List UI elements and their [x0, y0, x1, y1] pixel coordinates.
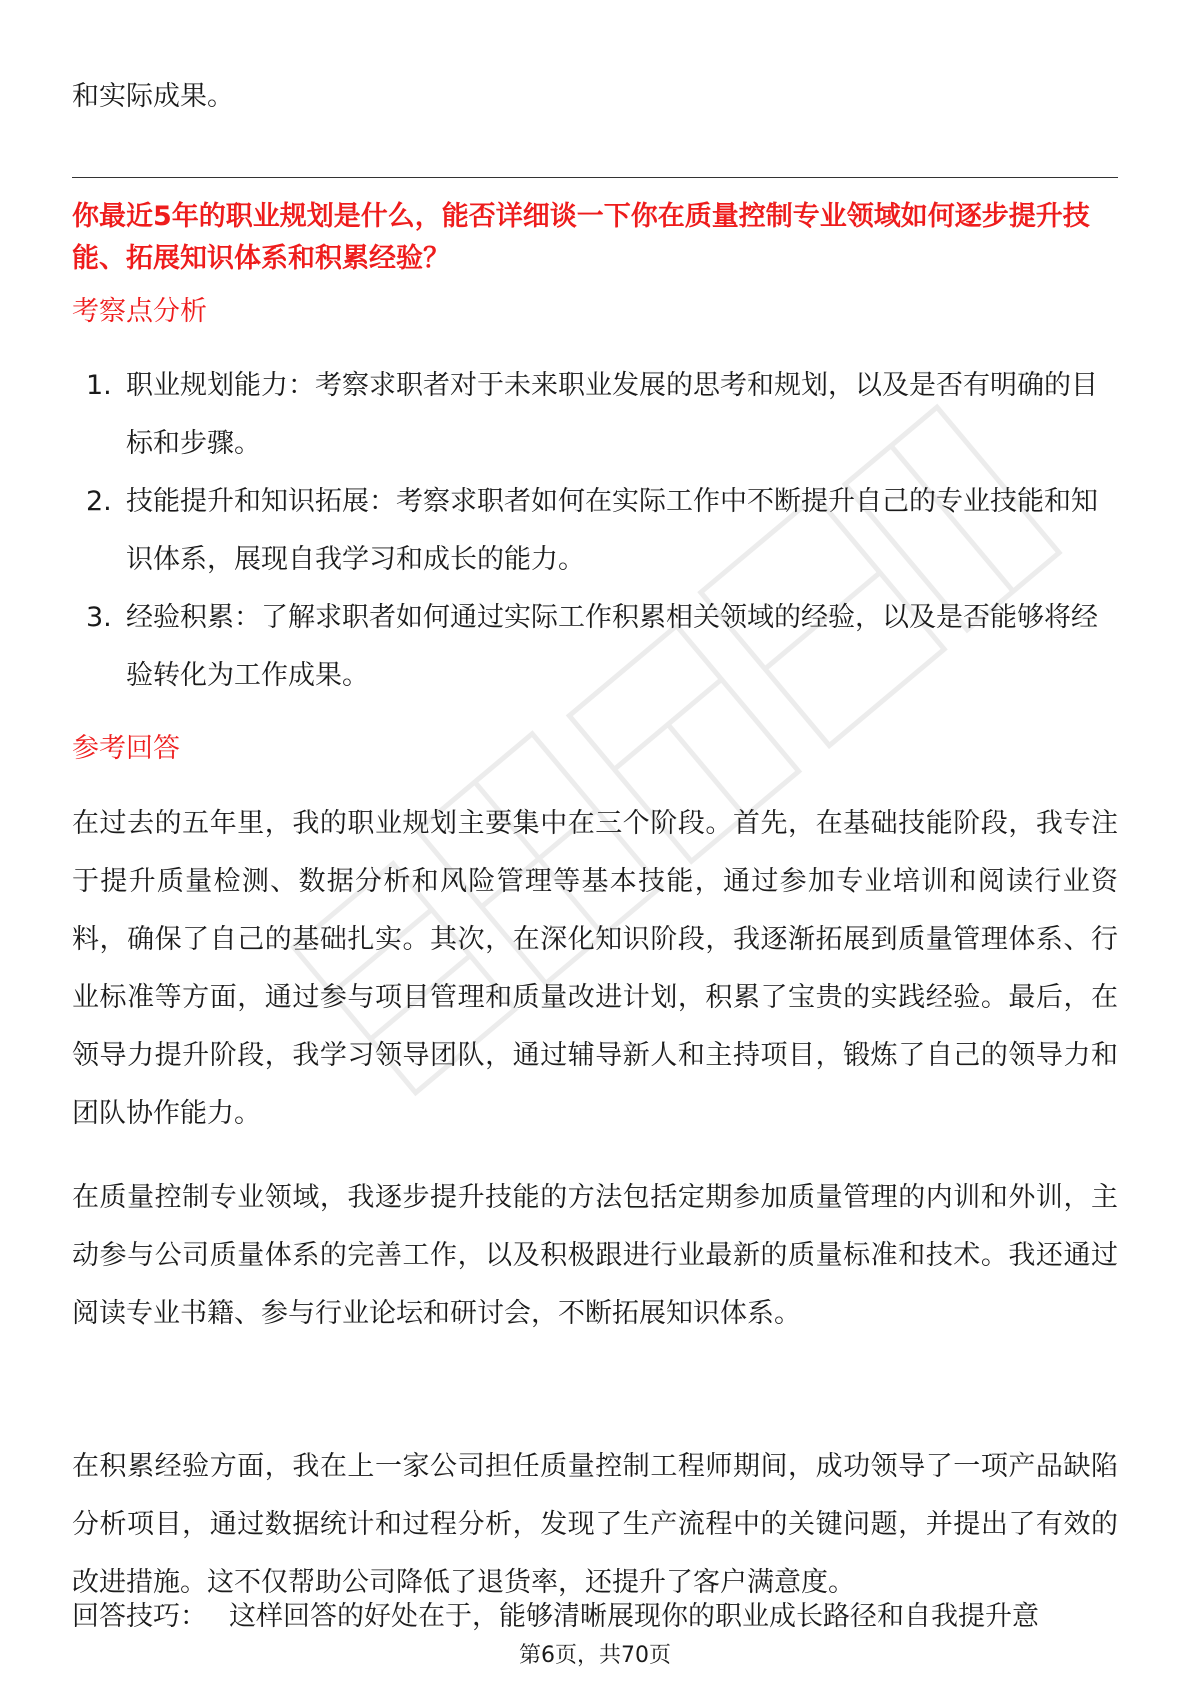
answer-tip	[72, 1597, 1118, 1637]
list-text: 经验积累：了解求职者如何通过实际工作积累相关领域的经验，以及是否能够将经验转化为工作成果。	[126, 602, 1098, 691]
list-number: 1.	[86, 370, 112, 401]
list-number: 2.	[86, 486, 112, 517]
answer-paragraph: 在过去的五年里，我的职业规划主要集中在三个阶段。首先，在基础技能阶段，我专注于提升质量检测、数据分析和风险管理等基本技能，通过参加专业培训和阅读行业资料，确保了自己的基础扎实。其次，在深化知识阶段，我逐渐拓展到质量管理体系、行业标准等方面，通过参与项目管理和质量改进计划，积累了宝贵的实践经验。最后，在领导力提升阶段，我学习领导团队，通过辅导新人和主持项目，锻炼了自己的领导力和团队协作能力。	[72, 808, 1118, 1129]
list-item	[72, 589, 1118, 705]
lead-fragment: 和实际成果。	[72, 81, 234, 112]
answer-paragraph: 在积累经验方面，我在上一家公司担任质量控制工程师期间，成功领导了一项产品缺陷分析项目，通过数据统计和过程分析，发现了生产流程中的关键问题，并提出了有效的改进措施。这不仅帮助公司降低了退货率，还提升了客户满意度。	[72, 1451, 1118, 1598]
list-number: 3.	[86, 602, 112, 633]
analysis-list	[72, 357, 1118, 705]
answer-heading: 参考回答	[72, 733, 180, 764]
answer-paragraph: 在质量控制专业领域，我逐步提升技能的方法包括定期参加质量管理的内训和外训，主动参与公司质量体系的完善工作，以及积极跟进行业最新的质量标准和技术。我还通过阅读专业书籍、参与行业论坛和研讨会，不断拓展知识体系。	[72, 1182, 1118, 1329]
list-text: 技能提升和知识拓展：考察求职者如何在实际工作中不断提升自己的专业技能和知识体系，展现自我学习和成长的能力。	[126, 486, 1098, 575]
tip-text: 这样回答的好处在于，能够清晰展现你的职业成长路径和自我提升意	[229, 1601, 1039, 1632]
divider	[72, 177, 1118, 178]
question-title: 你最近5年的职业规划是什么，能否详细谈一下你在质量控制专业领域如何逐步提升技能、拓展知识体系和积累经验？	[72, 201, 1090, 274]
tip-label: 回答技巧：	[72, 1601, 207, 1632]
list-item	[72, 357, 1118, 473]
list-item	[72, 473, 1118, 589]
page-number: 第6页，共70页	[519, 1643, 671, 1668]
analysis-heading: 考察点分析	[72, 296, 207, 327]
list-text: 职业规划能力：考察求职者对于未来职业发展的思考和规划，以及是否有明确的目标和步骤。	[126, 370, 1098, 459]
